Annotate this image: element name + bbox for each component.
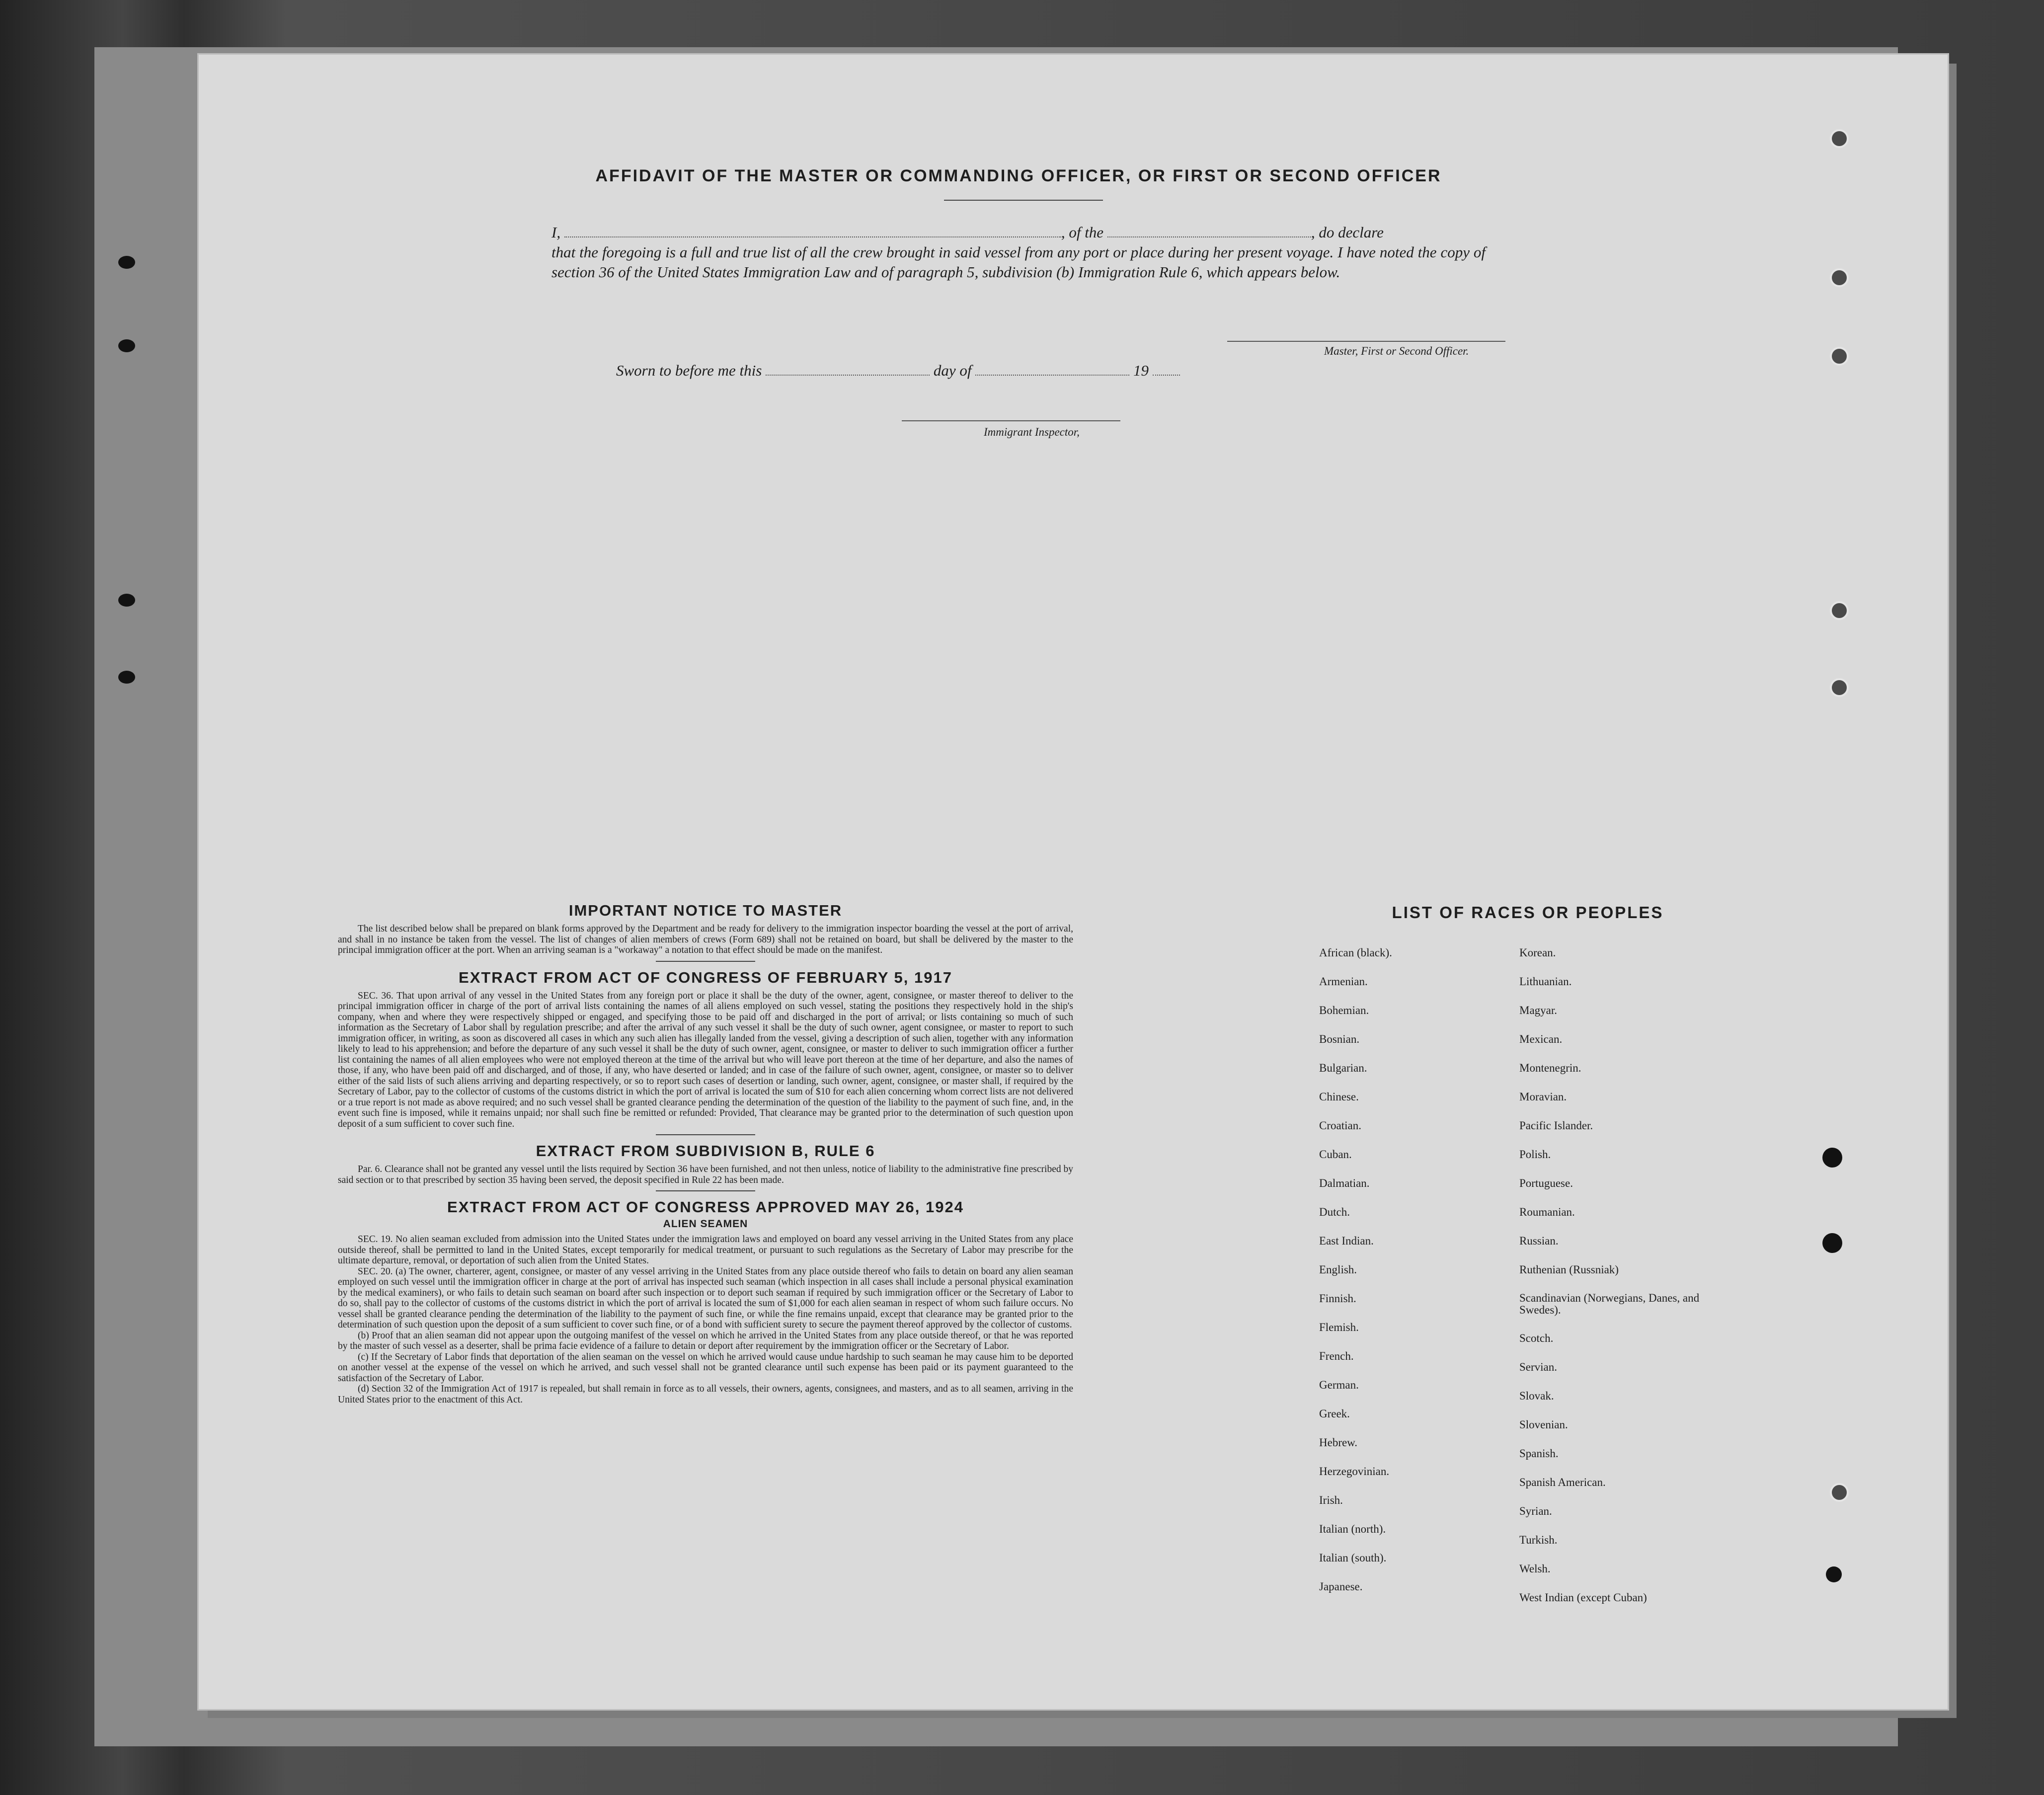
race-item: Spanish American. bbox=[1519, 1476, 1606, 1488]
sworn-year-blank[interactable] bbox=[1153, 364, 1180, 376]
binding-hole bbox=[1830, 268, 1849, 287]
race-item: Russian. bbox=[1519, 1235, 1559, 1247]
race-item: Flemish. bbox=[1319, 1321, 1359, 1333]
vessel-name-blank[interactable] bbox=[1107, 226, 1311, 237]
extract-1917-text: SEC. 36. That upon arrival of any vessel in the United States from any foreign port or place it shall be the duty of the owner, agent, consignee, or master thereof to deliver to the principal immigration officer in charge of the port of arrival lists containing the names of all aliens employed on such vessel, stating the positions they respectively hold in the ship's company, when and where they were respectively shipped or engaged, and specifying those to be paid off and discharged in the port of arrival; or lists containing so much of such information as the Secretary of Labor shall by regulation prescribe; and after the arrival of any such vessel it shall be the duty of such owner, agent consignee, or master to report to such immigration officer, in writing, as soon as discovered all cases in which any such alien has illegally landed from the vessel, giving a description of such alien, together with any information likely to lead to his apprehension; and before the departure of any such vessel it shall be the duty of such owner, agent, consignee, or master to deliver to such immigration officer a further list containing the names of all alien employees who were not employed thereon at the time of the arrival but who will leave port thereon at the time of her departure, and also the names of those, if any, who have been paid off and discharged, and of those, if any, who have deserted or landed; and in case of the failure of such owner, agent, consignee, or master so to deliver either of the said lists of such aliens arriving and departing respectively, or so to report such cases of desertion or landing, such owner, agent, consignee, or master shall, if required by the Secretary of Labor, pay to the collector of customs of the customs district in which the port of arrival is located the sum of $10 for each alien concerning whom correct lists are not delivered or a true report is not made as above required; and no such vessel shall be granted clearance pending the determination of the question of the liability to the payment of such fine, and, in the event such fine is imposed, while it remains unpaid; nor shall such fine be remitted or refunded: Provided, That clearance may be granted prior to the determination of such question upon deposit of a sum sufficient to cover such fine. bbox=[338, 990, 1073, 1129]
extract-rule6-text: Par. 6. Clearance shall not be granted any vessel until the lists required by Section 36 have been furnished, and not then unless, notice of liability to the administrative fine prescribed by said section or to that prescribed by section 35 having been served, the deposit specified in Rule 22 has been made. bbox=[338, 1164, 1073, 1185]
sworn-month-blank[interactable] bbox=[975, 364, 1129, 376]
extract-1924-sec19: SEC. 19. No alien seaman excluded from admission into the United States under the immigration laws and employed on board any vessel arriving in the United States from any place outside thereof, shall be permitted to land in the United States, except temporarily for medical treatment, or pursuant to such regulations as the Secretary of Labor may prescribe for the ultimate departure, removal, or deportation of such alien from the United States. bbox=[338, 1234, 1073, 1266]
race-item: Turkish. bbox=[1519, 1534, 1558, 1546]
race-item: Korean. bbox=[1519, 946, 1556, 959]
race-item: Scandinavian (Norwegians, Danes, and Swedes). bbox=[1519, 1292, 1700, 1316]
race-item: Armenian. bbox=[1319, 975, 1368, 988]
binding-hole bbox=[118, 671, 135, 684]
of-the-label: , of the bbox=[1061, 224, 1104, 241]
race-item: Herzegovinian. bbox=[1319, 1465, 1390, 1478]
inspector-signature-label: Immigrant Inspector, bbox=[984, 426, 1080, 438]
races-left-column bbox=[1319, 946, 1392, 1609]
binding-hole bbox=[1830, 678, 1849, 697]
race-item: Italian (north). bbox=[1319, 1523, 1386, 1535]
race-item: Moravian. bbox=[1519, 1091, 1567, 1103]
races-title: LIST OF RACES OR PEOPLES bbox=[1392, 903, 1664, 922]
sworn-day-blank[interactable] bbox=[766, 364, 930, 376]
race-item: Slovak. bbox=[1519, 1390, 1554, 1402]
extract-1924-sec20a: SEC. 20. (a) The owner, charterer, agent, consignee, or master of any vessel arriving in the United States from any place outside thereof who fails to detain on board any alien seaman employed on such vessel until the immigration officer in charge at the port of arrival has inspected such seaman (which inspection in all cases shall include a personal physical examination by the medical examiners), or who fails to detain such seaman on board after such inspection or to deport such seaman if required by such immigration officer or the Secretary of Labor to do so, shall pay to the collector of customs of the customs district in which the port of arrival is located the sum of $1,000 for each alien seaman in respect of whom such failure occurs. No vessel shall be granted clearance pending the determination of the liability to the payment of such fine, or while the fine remains unpaid, except that clearance may be granted prior to the determination of such question upon the deposit of a sum sufficient to cover such fine, or of a bond with sufficient surety to secure the payment thereof approved by the collector of customs. bbox=[338, 1266, 1073, 1330]
race-item: Polish. bbox=[1519, 1148, 1551, 1161]
race-item: Croatian. bbox=[1319, 1119, 1361, 1132]
race-item: African (black). bbox=[1319, 946, 1392, 959]
divider bbox=[656, 1190, 755, 1191]
sworn-line bbox=[616, 362, 1180, 380]
year-label: 19 bbox=[1133, 362, 1149, 379]
master-signature-line[interactable] bbox=[1227, 341, 1505, 342]
divider bbox=[656, 961, 755, 962]
master-signature-label: Master, First or Second Officer. bbox=[1324, 345, 1469, 357]
race-item: French. bbox=[1319, 1350, 1354, 1362]
extract-1924-subtitle: ALIEN SEAMEN bbox=[663, 1218, 748, 1230]
binding-hole bbox=[1830, 601, 1849, 620]
do-declare-label: , do declare bbox=[1311, 224, 1384, 241]
race-item: Pacific Islander. bbox=[1519, 1119, 1593, 1132]
race-item: Mexican. bbox=[1519, 1033, 1563, 1045]
extract-1917-title: EXTRACT FROM ACT OF CONGRESS OF FEBRUARY 5, 1917 bbox=[459, 968, 952, 986]
race-item: Lithuanian. bbox=[1519, 975, 1572, 988]
race-item: Spanish. bbox=[1519, 1447, 1559, 1460]
binding-hole bbox=[1826, 1566, 1842, 1582]
notice-title: IMPORTANT NOTICE TO MASTER bbox=[568, 902, 843, 919]
race-item: Welsh. bbox=[1519, 1562, 1551, 1575]
race-item: Italian (south). bbox=[1319, 1552, 1387, 1564]
binding-hole bbox=[118, 339, 135, 352]
affidavit-title: AFFIDAVIT OF THE MASTER OR COMMANDING OFFICER, OR FIRST OR SECOND OFFICER bbox=[595, 166, 1442, 185]
race-item: Montenegrin. bbox=[1519, 1062, 1581, 1074]
extract-1924-sec20d: (d) Section 32 of the Immigration Act of 1917 is repealed, but shall remain in force as to all vessels, their owners, agents, consignees, and masters, and as to all seamen, arriving in the United States prior to the enactment of this Act. bbox=[338, 1384, 1073, 1405]
binding-hole bbox=[1822, 1148, 1842, 1168]
race-item: Roumanian. bbox=[1519, 1206, 1575, 1218]
race-item: Japanese. bbox=[1319, 1580, 1363, 1593]
race-item: Slovenian. bbox=[1519, 1418, 1568, 1431]
officer-name-blank[interactable] bbox=[564, 226, 1061, 237]
affidavit-declaration-line bbox=[551, 223, 1486, 242]
race-item: Servian. bbox=[1519, 1361, 1558, 1373]
race-item: West Indian (except Cuban) bbox=[1519, 1591, 1647, 1604]
sworn-label: Sworn to before me this bbox=[616, 362, 762, 379]
race-item: Dalmatian. bbox=[1319, 1177, 1370, 1189]
race-item: Ruthenian (Russniak) bbox=[1519, 1263, 1619, 1276]
extract-1924-sec20c: (c) If the Secretary of Labor finds that deportation of the alien seaman on the vessel on which he arrived would cause undue hardship to such seaman he may cause him to be deported on another vessel at the expense of the vessel on which he arrived, and such vessel shall not be granted clearance until such expense has been paid or its payment guaranteed to the satisfaction of the Secretary of Labor. bbox=[338, 1351, 1073, 1384]
race-item: Bulgarian. bbox=[1319, 1062, 1367, 1074]
notice-text: The list described below shall be prepared on blank forms approved by the Department and be ready for delivery to the immigration inspector boarding the vessel at the port of arrival, and shall in no instance be taken from the vessel. The list of changes of alien members of crews (Form 689) shall not be retained on board, but shall be delivered by the master to the principal immigration officer at the port. When an arriving seaman is a "workaway" a notation to that effect should be made on the manifest. bbox=[338, 924, 1073, 955]
race-item: Irish. bbox=[1319, 1494, 1343, 1506]
race-item: Cuban. bbox=[1319, 1148, 1352, 1161]
race-item: Magyar. bbox=[1519, 1004, 1558, 1016]
race-item: Hebrew. bbox=[1319, 1436, 1358, 1449]
divider bbox=[656, 1134, 755, 1135]
inspector-signature-line[interactable] bbox=[902, 420, 1120, 421]
extract-1924-sec20b: (b) Proof that an alien seaman did not appear upon the outgoing manifest of the vessel on which he arrived in the United States from any place outside thereof, or that he was reported by the master of such vessel as a deserter, shall be prima facie evidence of a failure to detain or deport after requirement by the immigration officer or the Secretary of Labor. bbox=[338, 1330, 1073, 1351]
race-item: Bosnian. bbox=[1319, 1033, 1360, 1045]
affidavit-text: that the foregoing is a full and true list of all the crew brought in said vessel from any port or place during her present voyage. I have noted the copy of section 36 of the United States Immigration Law and of paragraph 5, subdivision (b) Immigration Rule 6, which appears below. bbox=[551, 243, 1486, 281]
day-of-label: day of bbox=[933, 362, 972, 379]
divider bbox=[944, 200, 1103, 201]
extract-1924-title: EXTRACT FROM ACT OF CONGRESS APPROVED MAY 26, 1924 bbox=[447, 1198, 964, 1216]
race-item: English. bbox=[1319, 1263, 1357, 1276]
i-label: I, bbox=[551, 224, 561, 241]
binding-hole bbox=[118, 594, 135, 607]
race-item: Portuguese. bbox=[1519, 1177, 1573, 1189]
race-item: Scotch. bbox=[1519, 1332, 1554, 1344]
binding-hole bbox=[1830, 347, 1849, 366]
races-right-column bbox=[1519, 946, 1708, 1620]
race-item: Bohemian. bbox=[1319, 1004, 1369, 1016]
binding-hole bbox=[1822, 1233, 1842, 1253]
race-item: Syrian. bbox=[1519, 1505, 1552, 1517]
notice-column bbox=[338, 902, 1073, 1405]
race-item: Greek. bbox=[1319, 1407, 1350, 1420]
race-item: East Indian. bbox=[1319, 1235, 1374, 1247]
binding-hole bbox=[1830, 1483, 1849, 1502]
extract-rule6-title: EXTRACT FROM SUBDIVISION B, RULE 6 bbox=[536, 1142, 875, 1160]
race-item: German. bbox=[1319, 1379, 1359, 1391]
binding-hole bbox=[118, 256, 135, 269]
binding-hole bbox=[1830, 129, 1849, 148]
race-item: Finnish. bbox=[1319, 1292, 1356, 1305]
affidavit-body bbox=[551, 223, 1486, 282]
race-item: Dutch. bbox=[1319, 1206, 1350, 1218]
race-item: Chinese. bbox=[1319, 1091, 1359, 1103]
